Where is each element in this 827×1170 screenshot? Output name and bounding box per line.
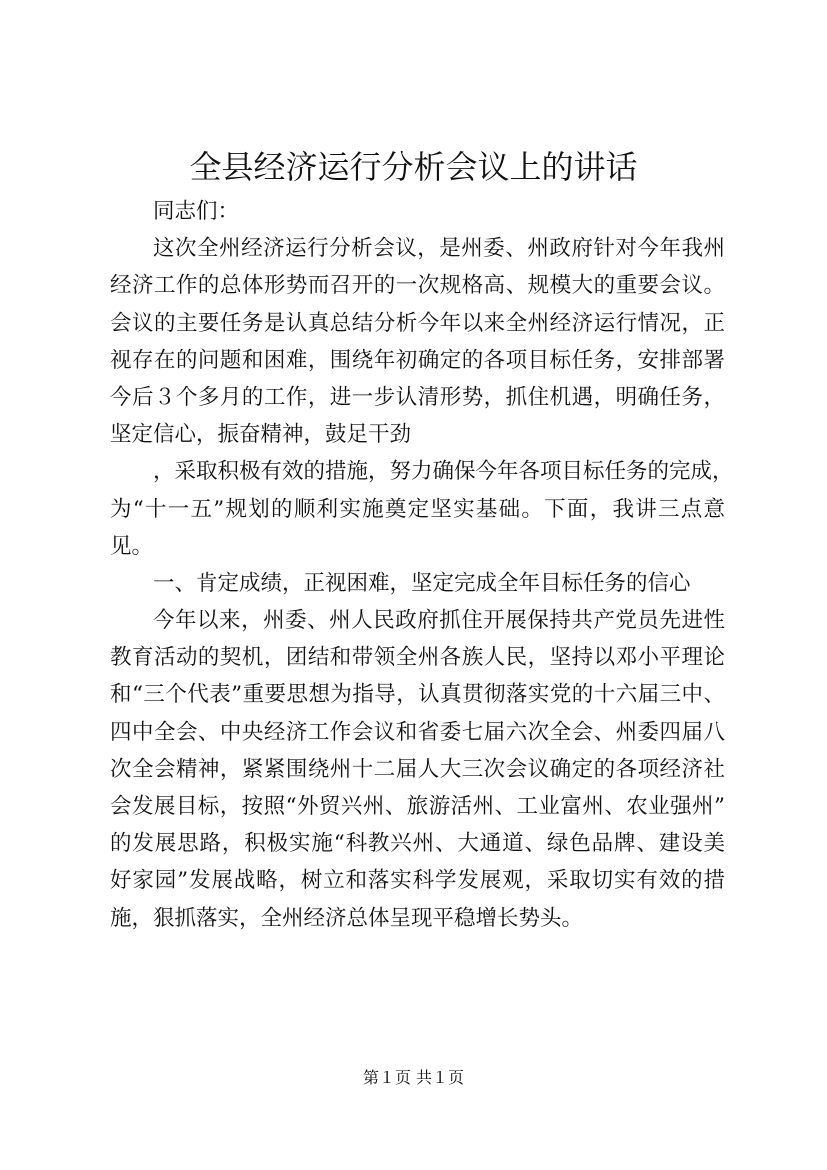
body-line: 教育活动的契机，团结和带领全州各族人民，坚持以邓小平理论 (110, 645, 725, 671)
page-footer: 第１页 共１页 (362, 1068, 465, 1087)
body-line: 这次全州经济运行分析会议，是州委、州政府针对今年我州 (153, 236, 725, 262)
document-body (110, 193, 734, 937)
body-line: 次全会精神，紧紧围绕州十二届人大三次会议确定的各项经济社 (110, 756, 725, 782)
body-line: 见。 (110, 533, 154, 559)
body-line: 会议的主要任务是认真总结分析今年以来全州经济运行情况，正 (110, 310, 725, 336)
body-line: 同志们： (153, 199, 240, 224)
body-line: 坚定信心，振奋精神，鼓足干劲 (110, 422, 412, 448)
body-line: 为“十一五”规划的顺利实施奠定坚实基础。下面，我讲三点意 (110, 496, 725, 522)
body-line: 四中全会、中央经济工作会议和省委七届六次全会、州委四届八 (110, 719, 725, 745)
document-title: 全县经济运行分析会议上的讲话 (189, 148, 638, 186)
body-line: 的发展思路，积极实施“科教兴州、大通道、绿色品牌、建设美 (110, 831, 725, 857)
body-line: 施，狠抓落实，全州经济总体呈现平稳增长势头。 (110, 905, 584, 931)
body-line: 今年以来，州委、州人民政府抓住开展保持共产党员先进性 (153, 608, 725, 634)
body-line: 会发展目标，按照“外贸兴州、旅游活州、工业富州、农业强州” (110, 794, 725, 819)
body-line: 和“三个代表”重要思想为指导，认真贯彻落实党的十六届三中、 (110, 682, 725, 708)
body-line: 今后３个多月的工作，进一步认清形势，抓住机遇，明确任务， (110, 384, 725, 410)
body-line: 一、肯定成绩，正视困难，坚定完成全年目标任务的信心 (153, 570, 691, 596)
body-line: 视存在的问题和困难，围绕年初确定的各项目标任务，安排部署 (110, 347, 725, 373)
body-line: ，采取积极有效的措施，努力确保今年各项目标任务的完成， (153, 459, 734, 485)
body-line: 经济工作的总体形势而召开的一次规格高、规模大的重要会议。 (110, 273, 725, 299)
body-line: 好家园”发展战略，树立和落实科学发展观，采取切实有效的措 (110, 868, 725, 894)
